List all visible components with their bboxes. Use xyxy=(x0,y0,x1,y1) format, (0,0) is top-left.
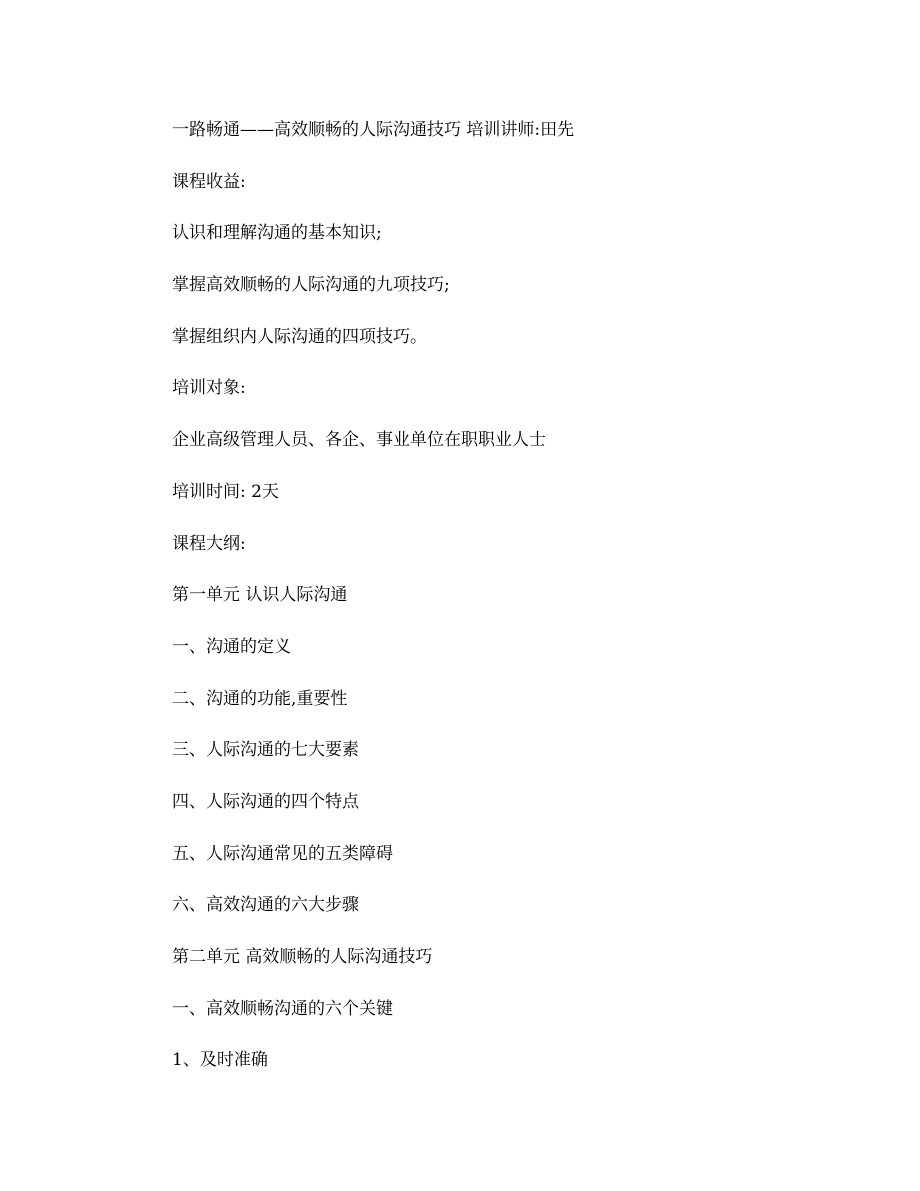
paragraph: 认识和理解沟通的基本知识; xyxy=(172,223,382,244)
document-body xyxy=(172,118,574,1100)
paragraph: 掌握高效顺畅的人际沟通的九项技巧; xyxy=(172,275,450,296)
outline-item: 六、高效沟通的六大步骤 xyxy=(172,895,359,916)
unit-heading: 第二单元 高效顺畅的人际沟通技巧 xyxy=(172,947,433,967)
document-title: 一路畅通——高效顺畅的人际沟通技巧 培训讲师:田先 xyxy=(172,120,575,140)
paragraph: 掌握组织内人际沟通的四项技巧。 xyxy=(172,326,427,347)
outline-item: 四、人际沟通的四个特点 xyxy=(172,791,359,812)
paragraph-duration: 培训时间: 2天 xyxy=(172,481,279,502)
paragraph: 企业高级管理人员、各企、事业单位在职职业人士 xyxy=(172,430,546,451)
outline-subitem: 1、及时准确 xyxy=(172,1050,268,1071)
outline-item: 五、人际沟通常见的五类障碍 xyxy=(172,843,393,864)
section-heading-audience: 培训对象: xyxy=(172,378,246,399)
outline-item: 一、高效顺畅沟通的六个关键 xyxy=(172,998,393,1019)
outline-item: 三、人际沟通的七大要素 xyxy=(172,740,359,761)
section-heading-outline: 课程大纲: xyxy=(172,533,246,554)
outline-item: 二、沟通的功能,重要性 xyxy=(172,688,348,709)
section-heading-benefits: 课程收益: xyxy=(172,171,246,192)
unit-heading: 第一单元 认识人际沟通 xyxy=(172,585,348,606)
outline-item: 一、沟通的定义 xyxy=(172,636,291,657)
